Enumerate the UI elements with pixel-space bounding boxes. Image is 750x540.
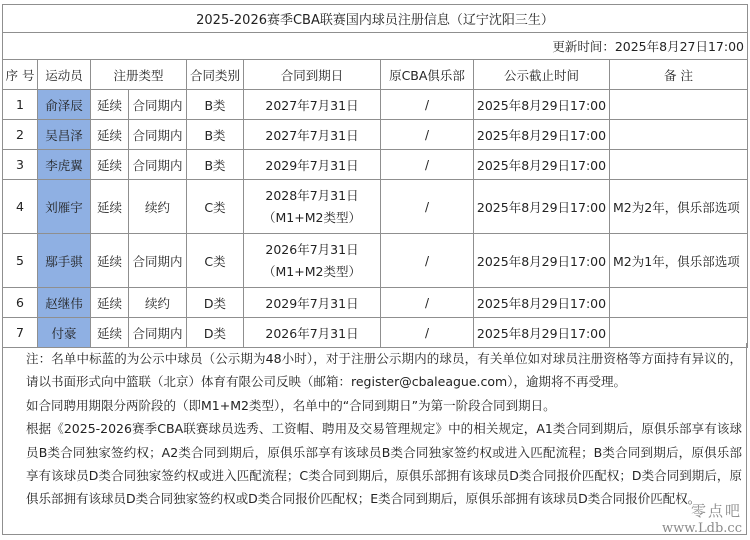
athlete-name: 鄢手骐 bbox=[38, 234, 91, 288]
contract-category: B类 bbox=[187, 120, 244, 150]
reg-type-b: 合同期内 bbox=[129, 234, 187, 288]
reg-type-a: 延续 bbox=[91, 234, 129, 288]
header-reg-type: 注册类型 bbox=[91, 60, 187, 90]
contract-expiry bbox=[244, 90, 381, 120]
row-no: 1 bbox=[3, 90, 38, 120]
notice-deadline: 2025年8月29日17:00 bbox=[474, 150, 610, 180]
watermark-url: www.Ldb.cc bbox=[662, 521, 742, 536]
former-club: / bbox=[381, 120, 474, 150]
note-regulations: 根据《2025-2026赛季CBA联赛球员选秀、工资帽、聘用及交易管理规定》中的相关规定，A1类合同到期后，原俱乐部享有该球员B类合同独家签约权；A2类合同到期后，原俱乐部享有该球员B类合同独家签约权或进入匹配流程；B类合同到期后，原俱乐部享有该球员D类合同独家签约权或进入匹配流程；C类合同到期后，原俱乐部拥有该球员D类合同报价匹配权；D类合同到期后，原俱乐部拥有该球员D类合同独家签约权或D类合同报价匹配权；E类合同到期后，原俱乐部拥有该球员D类合同报价匹配权。 bbox=[26, 421, 742, 507]
contract-expiry bbox=[244, 288, 381, 318]
header-deadline: 公示截止时间 bbox=[474, 60, 610, 90]
remark bbox=[610, 90, 748, 120]
former-club: / bbox=[381, 90, 474, 120]
athlete-name: 吴昌泽 bbox=[38, 120, 91, 150]
reg-type-b: 续约 bbox=[129, 180, 187, 234]
reg-type-b: 合同期内 bbox=[129, 318, 187, 348]
table-row bbox=[3, 90, 748, 120]
athlete-name: 赵继伟 bbox=[38, 288, 91, 318]
remark: M2为1年，俱乐部选项 bbox=[610, 234, 748, 288]
row-no: 6 bbox=[3, 288, 38, 318]
registration-table bbox=[2, 4, 748, 348]
header-former-club: 原CBA俱乐部 bbox=[381, 60, 474, 90]
contract-expiry bbox=[244, 180, 381, 234]
remark bbox=[610, 288, 748, 318]
header-remark: 备 注 bbox=[610, 60, 748, 90]
reg-type-b: 续约 bbox=[129, 288, 187, 318]
reg-type-a: 延续 bbox=[91, 180, 129, 234]
header-contract-category: 合同类别 bbox=[187, 60, 244, 90]
page-title: 2025-2026赛季CBA联赛国内球员注册信息（辽宁沈阳三生） bbox=[3, 5, 748, 33]
expiry-date: 2026年7月31日 bbox=[265, 325, 359, 341]
reg-type-b: 合同期内 bbox=[129, 90, 187, 120]
table-row bbox=[3, 288, 748, 318]
update-time: 更新时间：2025年8月27日17:00 bbox=[3, 33, 748, 60]
table-row bbox=[3, 180, 748, 234]
notice-deadline: 2025年8月29日17:00 bbox=[474, 288, 610, 318]
expiry-date: 2029年7月31日 bbox=[265, 295, 359, 311]
notes-section bbox=[2, 343, 747, 535]
note-m1m2: 如合同聘用期限分两阶段的（即M1+M2类型），名单中的“合同到期日”为第一阶段合同到期日。 bbox=[26, 397, 556, 413]
athlete-name: 付豪 bbox=[38, 318, 91, 348]
row-no: 7 bbox=[3, 318, 38, 348]
expiry-date: 2026年7月31日 bbox=[265, 241, 359, 257]
header-expiry: 合同到期日 bbox=[244, 60, 381, 90]
site-watermark bbox=[662, 502, 742, 538]
reg-type-a: 延续 bbox=[91, 288, 129, 318]
row-no: 4 bbox=[3, 180, 38, 234]
contract-expiry bbox=[244, 150, 381, 180]
former-club: / bbox=[381, 288, 474, 318]
reg-type-a: 延续 bbox=[91, 150, 129, 180]
row-no: 3 bbox=[3, 150, 38, 180]
contract-category: D类 bbox=[187, 318, 244, 348]
note-publicity: 注：名单中标蓝的为公示中球员（公示期为48小时），对于注册公示期内的球员，有关单位如对球员注册资格等方面持有异议的，请以书面形式向中篮联（北京）体育有限公司反映（邮箱：register@cbaleague.com），逾期将不再受理。 bbox=[26, 351, 742, 390]
athlete-name: 刘雁宇 bbox=[38, 180, 91, 234]
athlete-name: 李虎翼 bbox=[38, 150, 91, 180]
contract-category: C类 bbox=[187, 180, 244, 234]
expiry-date: 2027年7月31日 bbox=[265, 127, 359, 143]
table-row bbox=[3, 150, 748, 180]
header-athlete: 运动员 bbox=[38, 60, 91, 90]
expiry-type-note: （M1+M2类型） bbox=[263, 263, 361, 279]
reg-type-b: 合同期内 bbox=[129, 150, 187, 180]
remark bbox=[610, 120, 748, 150]
expiry-date: 2029年7月31日 bbox=[265, 157, 359, 173]
notice-deadline: 2025年8月29日17:00 bbox=[474, 318, 610, 348]
contract-category: D类 bbox=[187, 288, 244, 318]
header-no: 序 号 bbox=[3, 60, 38, 90]
reg-type-b: 合同期内 bbox=[129, 120, 187, 150]
row-no: 5 bbox=[3, 234, 38, 288]
contract-expiry bbox=[244, 120, 381, 150]
former-club: / bbox=[381, 318, 474, 348]
expiry-date: 2028年7月31日 bbox=[265, 187, 359, 203]
remark bbox=[610, 150, 748, 180]
table-row bbox=[3, 120, 748, 150]
former-club: / bbox=[381, 150, 474, 180]
notice-deadline: 2025年8月29日17:00 bbox=[474, 90, 610, 120]
expiry-date: 2027年7月31日 bbox=[265, 97, 359, 113]
contract-category: C类 bbox=[187, 234, 244, 288]
contract-category: B类 bbox=[187, 150, 244, 180]
table-header-row bbox=[3, 60, 748, 90]
table-row bbox=[3, 234, 748, 288]
remark: M2为2年，俱乐部选项 bbox=[610, 180, 748, 234]
contract-expiry bbox=[244, 234, 381, 288]
reg-type-a: 延续 bbox=[91, 120, 129, 150]
reg-type-a: 延续 bbox=[91, 318, 129, 348]
notice-deadline: 2025年8月29日17:00 bbox=[474, 180, 610, 234]
notice-deadline: 2025年8月29日17:00 bbox=[474, 120, 610, 150]
watermark-logo-text: 零点吧 bbox=[690, 502, 742, 520]
athlete-name: 俞泽辰 bbox=[38, 90, 91, 120]
row-no: 2 bbox=[3, 120, 38, 150]
reg-type-a: 延续 bbox=[91, 90, 129, 120]
former-club: / bbox=[381, 180, 474, 234]
contract-category: B类 bbox=[187, 90, 244, 120]
notice-deadline: 2025年8月29日17:00 bbox=[474, 234, 610, 288]
expiry-type-note: （M1+M2类型） bbox=[263, 209, 361, 225]
former-club: / bbox=[381, 234, 474, 288]
